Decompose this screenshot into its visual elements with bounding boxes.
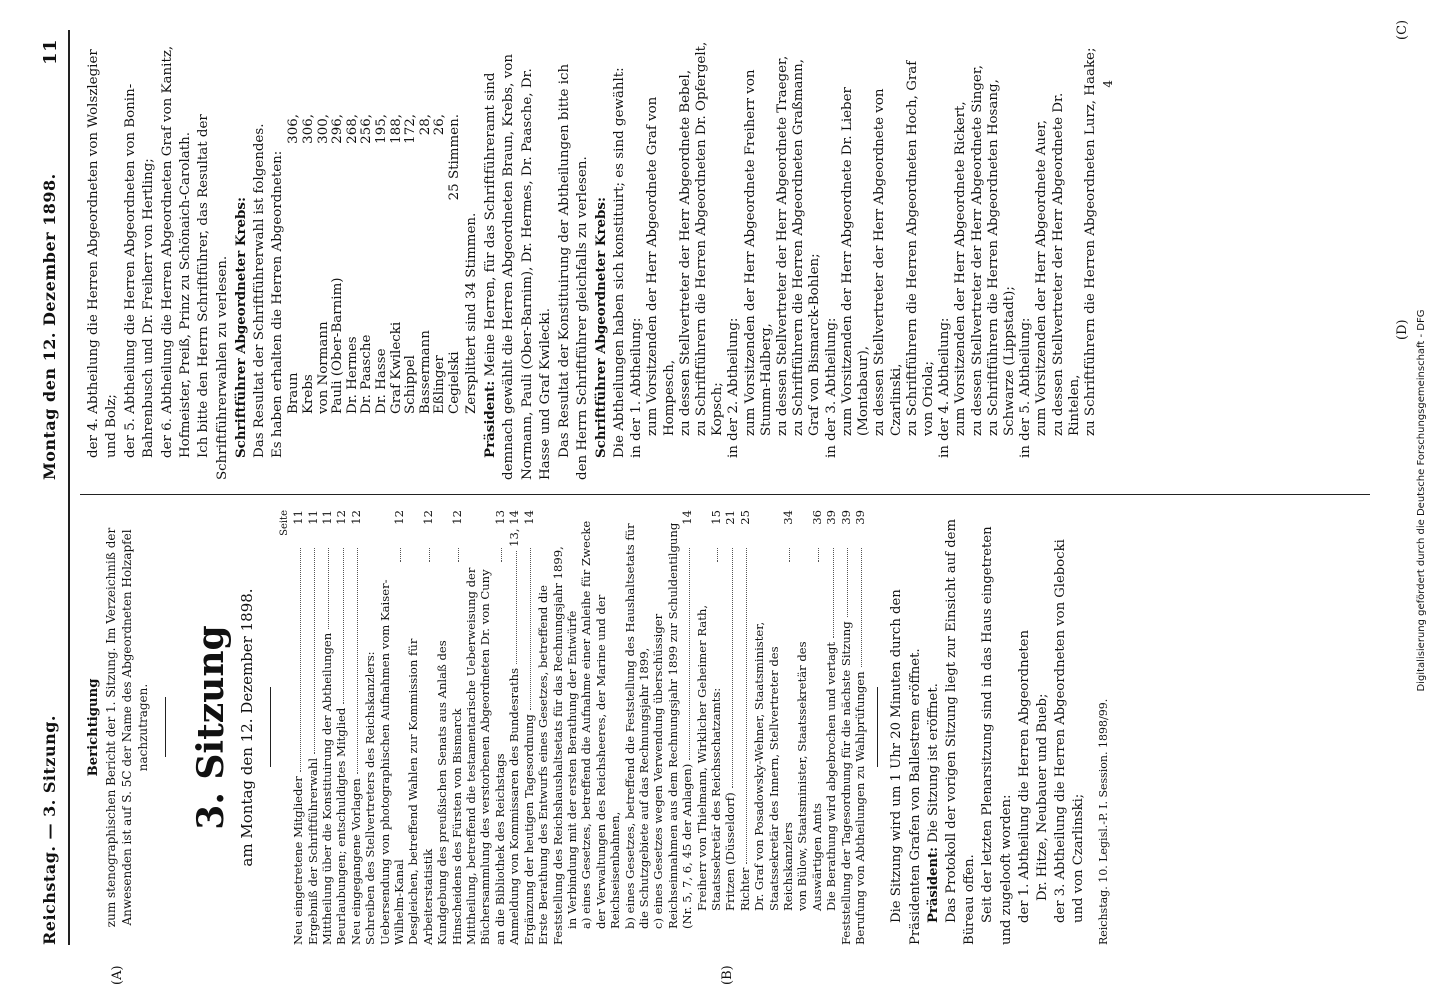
speaker-label: Präsident:: [925, 846, 941, 923]
constitution-intro: Die Abtheilungen haben sich konstituirt; es sind gewählt:: [611, 67, 627, 458]
toc-leader: [746, 548, 747, 864]
toc-page: 11: [305, 510, 320, 525]
toc-row: [334, 510, 348, 945]
vote-name: Bassermann: [417, 330, 433, 414]
page-number: 11: [40, 38, 61, 65]
vote-row: [331, 114, 346, 414]
toc-label: Freiherr von Thielmann, Wirklicher Geheimer Rath, Staatssekretär des Reichsschatzamts:: [694, 604, 723, 911]
result-line: Es haben erhalten die Herren Abgeordneten:: [270, 150, 286, 458]
toc-page: 34: [781, 510, 796, 525]
vote-list: [287, 114, 462, 480]
toc-label: b) eines Gesetzes, betreffend die Feststellung des Haushaltsetats für die Schutzgebiete auf das Rechnungsjahr 1899,: [622, 523, 651, 929]
toc-leader: [501, 548, 502, 562]
toc-label: von Bülow, Staatsminister, Staatssekretär des Auswärtigen Amts: [795, 641, 824, 911]
margin-mark-b: (B): [720, 965, 735, 985]
result-line: Das Resultat der Schriftführerwahl ist folgendes.: [251, 123, 267, 458]
toc-row: [695, 510, 724, 945]
officer-line: zum Vorsitzenden der Herr Abgeordnete Auer,: [1034, 119, 1050, 436]
vote-row: [346, 114, 361, 414]
toc-page: 14: [521, 510, 536, 525]
short-rule-3: [877, 688, 878, 768]
division-line: der 6. Abtheilung die Herren Abgeordneten Graf von Kanitz, Hofmeister, Preiß, Prinz zu Schönaich-Carolath.: [159, 45, 194, 458]
toc-leader: [516, 551, 517, 664]
toc-label: Mittheilung, betreffend die testamentarische Ueberweisung der Büchersammlung des verstorbenen Abgeordneten Dr. von Cuny an die Bibliothek des Reichstags: [464, 567, 507, 945]
toc-row: [738, 510, 752, 945]
toc-row: [579, 510, 622, 945]
toc-page: 39: [824, 510, 839, 525]
officer-line: zu Schriftführern die Herren Abgeordneten Lurz, Haake;: [1082, 47, 1098, 436]
toc-row: [623, 510, 652, 945]
division-officers: [629, 40, 1099, 480]
toc-row: [291, 510, 305, 945]
column-divider: [80, 494, 1370, 495]
vote-row: [287, 114, 302, 414]
running-header-left: Reichstag. — 3. Sitzung.: [40, 715, 59, 945]
toc-label: Desgleichen, betreffend Wahlen zur Kommission für Arbeiterstatistik: [406, 638, 435, 945]
toc-row: [824, 510, 838, 945]
vote-count: 296,: [330, 114, 346, 144]
toc-leader: [400, 548, 401, 562]
margin-mark-a: (A): [110, 965, 125, 985]
toc-leader: [300, 548, 301, 772]
officer-line: zum Vorsitzenden der Herr Abgeordnete Freiherr von Stumm-Halberg,: [742, 69, 774, 436]
table-of-contents: [291, 510, 867, 945]
toc-page: 25: [737, 510, 752, 525]
vote-row: [419, 114, 434, 414]
toc-row: [522, 510, 536, 945]
toc-page: 12: [392, 510, 407, 525]
funding-note: [1412, 8, 1432, 993]
toc-label: Richter: [737, 867, 752, 911]
toc-leader: [343, 548, 344, 704]
vote-row: [360, 114, 375, 414]
vote-name: Graf Kwilecki: [388, 321, 404, 414]
division-line: der 1. Abtheilung die Herren Abgeordneten: [1016, 630, 1032, 923]
toc-leader: [328, 548, 329, 629]
correction-title: Berichtigung: [86, 678, 101, 777]
vote-name: von Normann: [315, 321, 331, 414]
toc-leader: [530, 548, 531, 710]
toc-row: [464, 510, 507, 945]
toc-leader: [357, 548, 358, 774]
protocol-paragraph: Das Protokoll der vorigen Sitzung liegt zur Einsicht auf dem Büreau offen.: [944, 519, 978, 945]
vote-name: Dr. Paasche: [359, 334, 375, 414]
officer-line: zu Schriftführern die Herren Abgeordneten Graßmann, Graf von Bismarck-Bohlen;: [791, 58, 823, 436]
toc-page: 14: [680, 510, 695, 525]
toc-label: Ergänzung der heutigen Tagesordnung: [521, 714, 536, 945]
toc-leader: [833, 548, 834, 638]
toc-leader: [789, 548, 790, 562]
session-subtitle: am Montag den 12. Dezember 1898.: [238, 588, 257, 867]
officer-line: zu dessen Stellvertreter der Herr Abgeordnete von Czarlinski,: [872, 88, 904, 436]
toc-label: Erste Berathung des Entwurfs eines Gesetzes, betreffend die Feststellung des Reichshaushaltsetats für das Rechnungsjahr 1899,: [536, 546, 565, 945]
margin-mark-d: (D): [1395, 319, 1410, 340]
toc-label: Beurlaubungen; entschuldigtes Mitglied: [334, 707, 349, 945]
running-header-date: Montag den 12. Dezember 1898.: [40, 173, 59, 480]
left-column: [85, 510, 1111, 945]
officer-line: zu Schriftführern die Herren Abgeordneten Dr. Opfergelt, Kopsch;: [694, 41, 726, 436]
toc-page: 15: [708, 510, 723, 525]
division-line: der 4. Abtheilung die Herren Abgeordneten von Wolszlegier und Bolz;: [86, 49, 120, 458]
toc-row: [406, 510, 435, 945]
division-heading: in der 5. Abtheilung:: [1018, 317, 1034, 458]
vote-name: Dr. Hasse: [374, 348, 390, 414]
toc-row: [507, 510, 521, 945]
toc-page: 36: [809, 510, 824, 525]
toc-leader: [314, 548, 315, 754]
toc-label: c) eines Gesetzes wegen Verwendung überschüssiger Reichseinnahmen aus dem Rechnungsjahr 1899 zur Schuldentilgung: [651, 522, 680, 929]
toc-page: 21: [723, 510, 738, 525]
toc-page: 13, 14: [507, 510, 522, 547]
division-heading: in der 2. Abtheilung:: [726, 317, 742, 458]
toc-leader: [861, 548, 862, 667]
toc-leader: [429, 548, 430, 562]
toc-leader: [717, 548, 718, 562]
vote-row: [404, 114, 419, 414]
toc-row: [363, 510, 406, 945]
sheet-number: 4: [1101, 80, 1116, 88]
toc-row: [853, 510, 867, 945]
correction-text: zum stenographischen Bericht der 1. Sitzung. Im Verzeichniß der Anwesenden ist auf S. 5C der Name des Abgeordneten Holzapfel nachzutragen.: [104, 527, 151, 928]
vote-name: Pauli (Ober-Barnim): [330, 277, 346, 414]
toc-label: Fritzen (Düsseldorf): [723, 792, 738, 911]
opening-paragraph: Die Sitzung wird um 1 Uhr 20 Minuten durch den Präsidenten Grafen von Ballestrem eröffnet.: [889, 589, 923, 945]
header-rule: [68, 30, 70, 945]
vote-count: 300,: [315, 114, 331, 144]
division-heading: in der 1. Abtheilung:: [629, 317, 645, 458]
division-line: der 5. Abtheilung die Herren Abgeordneten von Bonin-Bahrenbusch und Dr. Freiherr von Hertling;: [122, 83, 157, 458]
toc-row: [723, 510, 737, 945]
toc-row: [320, 510, 334, 945]
officer-line: zu dessen Stellvertreter der Herr Abgeordnete Traeger,: [775, 55, 791, 436]
toc-label: Schreiben des Stellvertreters des Reichskanzlers: Uebersendung von photographischen Aufnahmen vom Kaiser-Wilhelm-Kanal: [363, 579, 407, 945]
vote-name: Eßlinger: [432, 355, 448, 414]
vote-name: Krebs: [301, 374, 317, 414]
toc-label: a) eines Gesetzes, betreffend die Aufnahme einer Anleihe für Zwecke der Verwaltungen des Reichsheeres, der Marine und der Reichseisenbahnen,: [579, 520, 623, 929]
right-column: [85, 40, 1118, 480]
toc-label: Berufung von Abtheilungen zu Wahlprüfungen: [853, 671, 868, 945]
toc-label: Neu eingegangene Vorlagen: [348, 778, 363, 945]
officer-line: zu dessen Stellvertreter der Herr Abgeordnete Singer,: [969, 64, 985, 436]
vote-count: 172,: [403, 114, 419, 144]
officer-line: zu dessen Stellvertreter der Herr Abgeordnete Bebel,: [677, 69, 693, 436]
vote-count: 256,: [359, 114, 375, 144]
opening-announcement: Die Sitzung ist eröffnet.: [925, 683, 941, 843]
vote-count: 26,: [432, 114, 448, 136]
toc-label: Dr. Graf von Posadowsky-Wehner, Staatsminister, Staatssekretär des Innern, Stellvertreter des Reichskanzlers: [752, 621, 796, 911]
vote-count: 306,: [286, 114, 302, 144]
toc-row: [536, 510, 565, 945]
vote-count: 268,: [344, 114, 360, 144]
vote-count: 188,: [388, 114, 404, 144]
toc-page: 11: [291, 510, 306, 525]
vote-count: 306,: [301, 114, 317, 144]
toc-label: (Nr. 5, 7, 6, 45 der Anlagen): [680, 763, 695, 929]
funding-note-text: Digitalisierung gefördert durch die Deutsche Forschungsgemeinschaft - DFG: [1416, 309, 1427, 692]
toc-label: Neu eingetretene Mitglieder: [291, 776, 306, 945]
vote-row: [390, 114, 405, 414]
division-members: Dr. Hitze, Neubauer und Bueb;: [1035, 693, 1051, 901]
toc-page: 39: [838, 510, 853, 525]
division-line: der 3. Abtheilung die Herren Abgeordneten von Glebocki und von Czarlinski;: [1053, 539, 1087, 923]
toc-leader: [689, 548, 690, 760]
toc-page: 12: [348, 510, 363, 525]
toc-row: [839, 510, 853, 945]
officer-line: zu Schriftführern die Herren Abgeordneten Hosang, Schwarze (Lippstadt);: [985, 79, 1017, 436]
vote-row: [302, 114, 317, 414]
division-heading: in der 3. Abtheilung:: [823, 317, 839, 458]
officer-line: zu dessen Stellvertreter der Herr Abgeordnete Dr. Rintelen,: [1050, 92, 1082, 436]
toc-page: 39: [853, 510, 868, 525]
vote-row: [433, 114, 448, 414]
margin-mark-c: (C): [1395, 19, 1410, 40]
toc-row: [651, 510, 680, 945]
vote-name: Cegielski: [447, 351, 462, 414]
vote-count: 195,: [374, 114, 390, 144]
officer-line: zu Schriftführern die Herren Abgeordneten Hoch, Graf von Oriola;: [904, 60, 936, 436]
president-request: Das Resultat der Konstituirung der Abtheilungen bitte ich den Herrn Schriftführer gleichfalls zu verlesen.: [556, 63, 591, 480]
vote-row: [317, 114, 332, 414]
president-statement: Meine Herren, für das Schriftführeramt sind demnach gewählt die Herren Abgeordneten Braun, Krebs, von Normann, Pauli (Ober-Barnim), Dr. Hermes, Dr. Paasche, Dr. Hasse und Graf Kwilecki.: [483, 54, 554, 480]
vote-row: [448, 114, 463, 414]
members-intro: Seit der letzten Plenarsitzung sind in das Haus eingetreten und zugelooft worden:: [980, 526, 1014, 945]
toc-row: [752, 510, 795, 945]
toc-row: [349, 510, 363, 945]
toc-label: Anmeldung von Kommissaren des Bundesraths: [507, 667, 522, 945]
short-rule: [165, 698, 166, 758]
toc-row: [565, 510, 579, 945]
toc-page: 12: [420, 510, 435, 525]
speaker-label: Schriftführer Abgeordneter Krebs:: [233, 197, 250, 458]
toc-label: Kundgebung des preußischen Senats aus Anlaß des Hinscheidens des Fürsten von Bismarck: [435, 640, 464, 945]
toc-leader: [732, 548, 733, 788]
toc-page: 12: [449, 510, 464, 525]
officer-line: zum Vorsitzenden der Herr Abgeordnete Dr. Lieber (Montabaur),: [839, 87, 872, 436]
toc-label: Die Berathung wird abgebrochen und vertagt: [824, 641, 839, 911]
speaker-label: Schriftführer Abgeordneter Krebs:: [593, 197, 610, 458]
session-title: 3. Sitzung: [190, 625, 233, 830]
toc-row: [435, 510, 464, 945]
toc-label: in Verbindung mit der ersten Berathung der Entwürfe: [564, 610, 579, 929]
toc-row: [680, 510, 694, 945]
officer-line: zum Vorsitzenden der Herr Abgeordnete Rickert,: [953, 101, 969, 436]
vote-count: 25 Stimmen.: [447, 114, 462, 201]
vote-name: Braun: [286, 372, 302, 414]
vote-row: [375, 114, 390, 414]
short-rule-2: [270, 688, 271, 768]
toc-label: Ergebniß der Schriftführerwahl: [305, 757, 320, 945]
toc-leader: [847, 548, 848, 617]
request-paragraph: Ich bitte den Herrn Schriftführer, das Resultat der Schriftführerwahlen zu verlesen.: [196, 114, 230, 480]
page-footer: Reichstag. 10. Legisl.-P. I. Session. 1898/99.: [1096, 698, 1110, 945]
vote-name: Schippel: [403, 355, 419, 414]
seite-label: Seite: [279, 510, 291, 536]
toc-label: Feststellung der Tagesordnung für die nächste Sitzung: [838, 621, 853, 945]
toc-label: Mittheilung über die Konstituirung der Abtheilungen: [320, 632, 335, 945]
vote-count: 28,: [417, 114, 433, 136]
speaker-label: Präsident:: [482, 380, 498, 458]
toc-leader: [458, 548, 459, 562]
division-heading: in der 4. Abtheilung:: [937, 317, 953, 458]
vote-name: Dr. Hermes: [344, 336, 360, 414]
opening-section: [888, 510, 1088, 945]
officer-line: zum Vorsitzenden der Herr Abgeordnete Graf von Hompesch,: [645, 96, 677, 436]
toc-row: [306, 510, 320, 945]
scattered-votes: Zersplittert sind 34 Stimmen.: [463, 212, 479, 414]
toc-page: 11: [320, 510, 335, 525]
toc-leader: [818, 548, 819, 562]
toc-page: 12: [334, 510, 349, 525]
toc-page: 13: [492, 510, 507, 525]
toc-row: [795, 510, 824, 945]
